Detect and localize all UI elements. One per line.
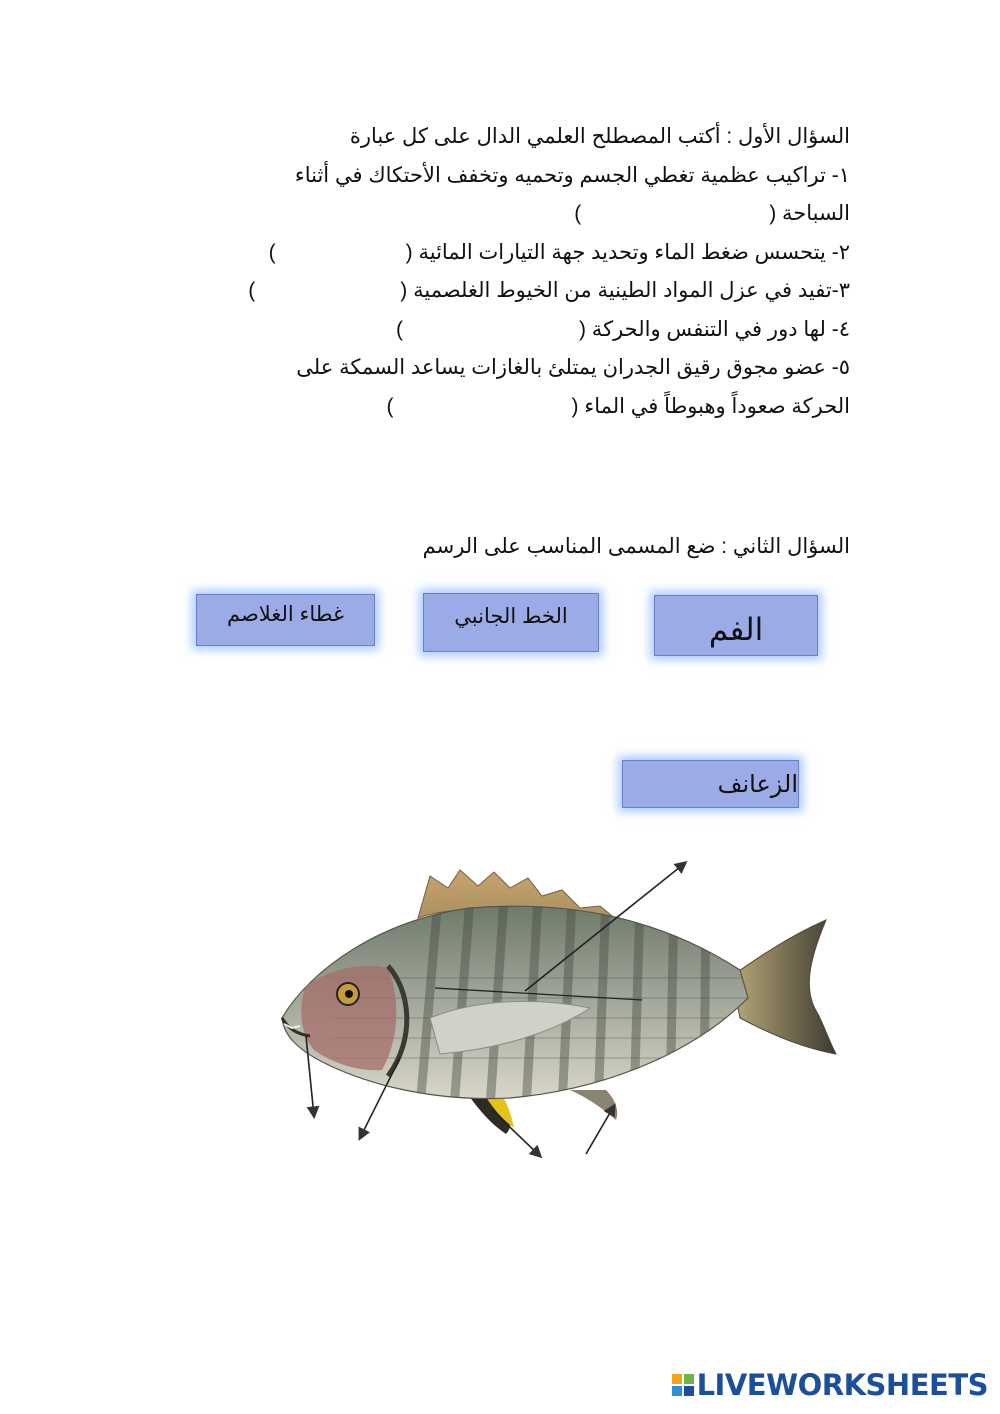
question-1-item-2 bbox=[150, 234, 850, 273]
label-mouth-text: الفم bbox=[708, 611, 764, 647]
label-lateral-line[interactable] bbox=[423, 593, 599, 652]
item-1-text: السباحة ( bbox=[769, 202, 850, 225]
item-5-text: الحركة صعوداً وهبوطاً في الماء ( bbox=[571, 394, 850, 418]
label-lateral-line-text: الخط الجانبي bbox=[454, 605, 568, 628]
question-1 bbox=[150, 118, 850, 426]
question-1-item-1-line-1: ١- تراكيب عظمية تغطي الجسم وتحميه وتخفف الأحتكاك في أثناء bbox=[294, 163, 850, 187]
arrow-pelvic-fin bbox=[492, 1110, 540, 1156]
question-1-item-5-line-1: ٥- عضو مجوق رقيق الجدران يمتلئ بالغازات يساعد السمكة على bbox=[296, 356, 850, 379]
question-1-item-1-line-2 bbox=[150, 195, 850, 234]
question-1-item-5-line-2 bbox=[150, 388, 850, 427]
close-paren: ) bbox=[268, 240, 276, 264]
label-mouth[interactable] bbox=[654, 595, 818, 656]
liveworksheets-mark-icon bbox=[672, 1374, 694, 1396]
item-4-text: ٤- لها دور في التنفس والحركة ( bbox=[578, 317, 850, 341]
close-paren: ) bbox=[248, 279, 256, 302]
close-paren: ) bbox=[574, 202, 582, 225]
question-1-item-3 bbox=[150, 272, 850, 311]
item-3-text: ٣-تفيد في عزل المواد الطينية من الخيوط الغلصمية ( bbox=[400, 279, 850, 302]
question-1-item-4 bbox=[150, 311, 850, 350]
arrow-anal-fin bbox=[586, 1106, 614, 1154]
question-2-title: السؤال الثاني : ضع المسمى المناسب على الرسم bbox=[422, 535, 850, 558]
anal-fin bbox=[570, 1090, 617, 1120]
label-fins[interactable] bbox=[622, 760, 799, 808]
question-1-title: السؤال الأول : أكتب المصطلح العلمي الدال على كل عبارة bbox=[349, 125, 850, 148]
close-paren: ) bbox=[395, 317, 403, 341]
tail-fin bbox=[732, 920, 836, 1054]
fish-diagram bbox=[270, 858, 840, 1158]
brand-text: LIVEWORKSHEETS bbox=[696, 1368, 988, 1402]
label-gill-cover-text: غطاء الغلاصم bbox=[226, 602, 345, 626]
item-2-text: ٢- يتحسس ضغط الماء وتحديد جهة التيارات المائية ( bbox=[405, 240, 850, 264]
close-paren: ) bbox=[386, 394, 394, 418]
liveworksheets-logo bbox=[672, 1368, 988, 1402]
label-fins-text: الزعانف bbox=[717, 770, 798, 798]
fish-illustration bbox=[270, 858, 840, 1158]
label-gill-cover[interactable] bbox=[196, 594, 375, 646]
